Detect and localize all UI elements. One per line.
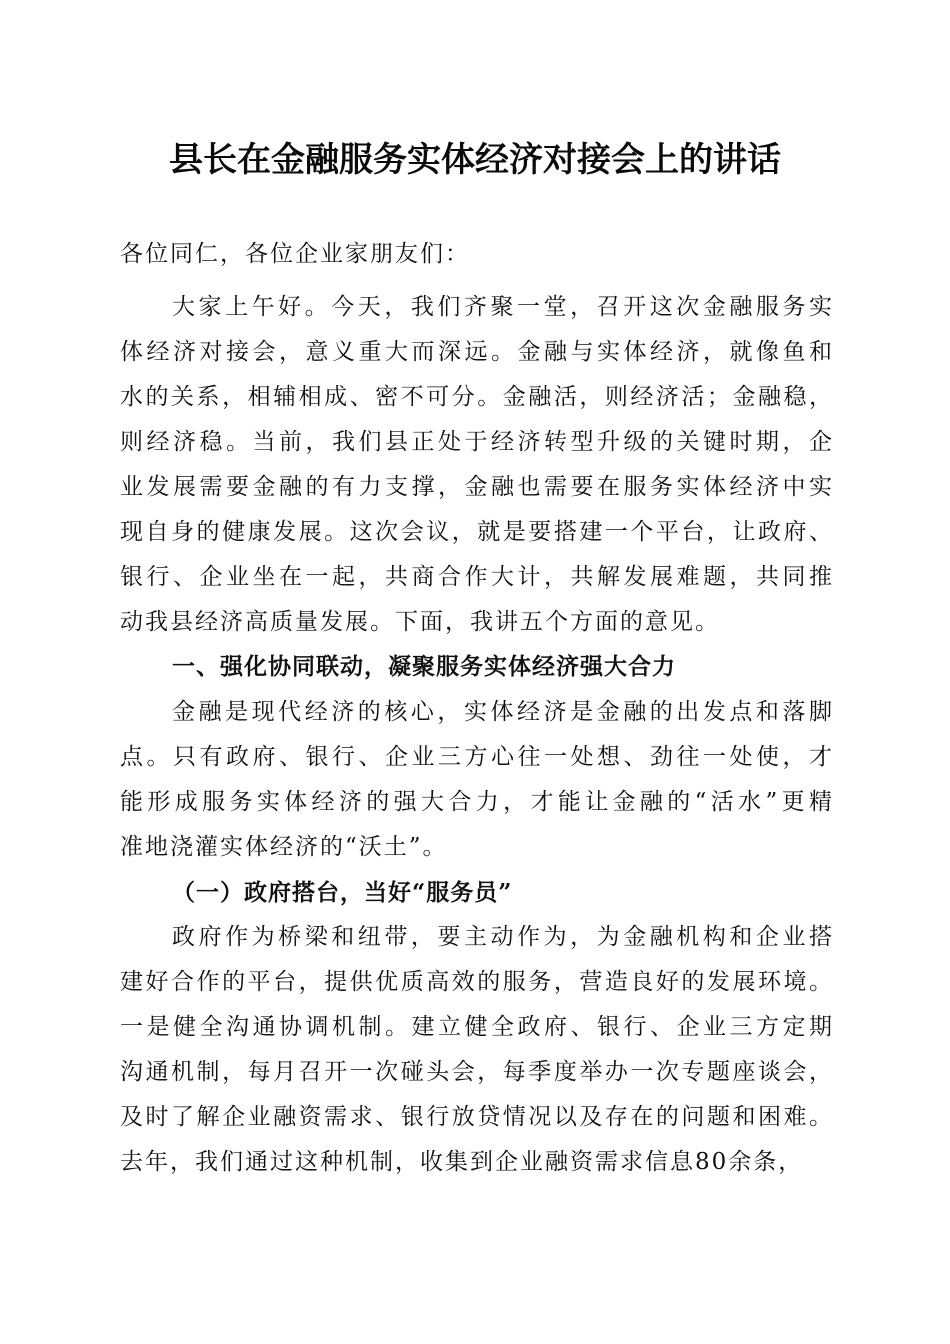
document-title: 县长在金融服务实体经济对接会上的讲话 — [169, 140, 781, 180]
paragraph-line: 则经济稳。当前，我们县正处于经济转型升级的关键时期，企 — [120, 429, 832, 455]
paragraph-line: 及时了解企业融资需求、银行放贷情况以及存在的问题和困难。 — [120, 1104, 832, 1130]
paragraph-line: 大家上午好。今天，我们齐聚一堂，召开这次金融服务实 — [172, 294, 832, 320]
paragraph-line: 政府作为桥梁和纽带，要主动作为，为金融机构和企业搭 — [172, 924, 832, 950]
paragraph-line: 建好合作的平台，提供优质高效的服务，营造良好的发展环境。 — [120, 969, 832, 995]
paragraph-line: 动我县经济高质量发展。下面，我讲五个方面的意见。 — [120, 609, 720, 635]
paragraph-line: 水的关系，相辅相成、密不可分。金融活，则经济活；金融稳， — [120, 384, 832, 410]
section-heading: 一、强化协同联动，凝聚服务实体经济强大合力 — [172, 654, 676, 680]
paragraph-line: 点。只有政府、银行、企业三方心往一处想、劲往一处使，才 — [120, 744, 832, 770]
paragraph-line: 沟通机制，每月召开一次碰头会，每季度举办一次专题座谈会， — [120, 1059, 832, 1085]
paragraph-line: 现自身的健康发展。这次会议，就是要搭建一个平台，让政府、 — [120, 519, 832, 545]
subsection-heading: （一）政府搭台，当好“服务员” — [172, 879, 513, 906]
paragraph-line: 业发展需要金融的有力支撑，金融也需要在服务实体经济中实 — [120, 474, 832, 500]
paragraph-line: 准地浇灌实体经济的“沃土”。 — [120, 834, 448, 860]
paragraph-line: 银行、企业坐在一起，共商合作大计，共解发展难题，共同推 — [120, 564, 832, 590]
paragraph-line: 能形成服务实体经济的强大合力，才能让金融的“活水”更精 — [120, 789, 832, 815]
document-body — [120, 232, 832, 1185]
paragraph-line: 体经济对接会，意义重大而深远。金融与实体经济，就像鱼和 — [120, 339, 832, 365]
salutation-line: 各位同仁，各位企业家朋友们： — [120, 241, 470, 267]
paragraph-line: 金融是现代经济的核心，实体经济是金融的出发点和落脚 — [172, 699, 832, 725]
paragraph-line: 一是健全沟通协调机制。建立健全政府、银行、企业三方定期 — [120, 1014, 832, 1040]
paragraph-line: 去年，我们通过这种机制，收集到企业融资需求信息80余条， — [120, 1149, 804, 1175]
